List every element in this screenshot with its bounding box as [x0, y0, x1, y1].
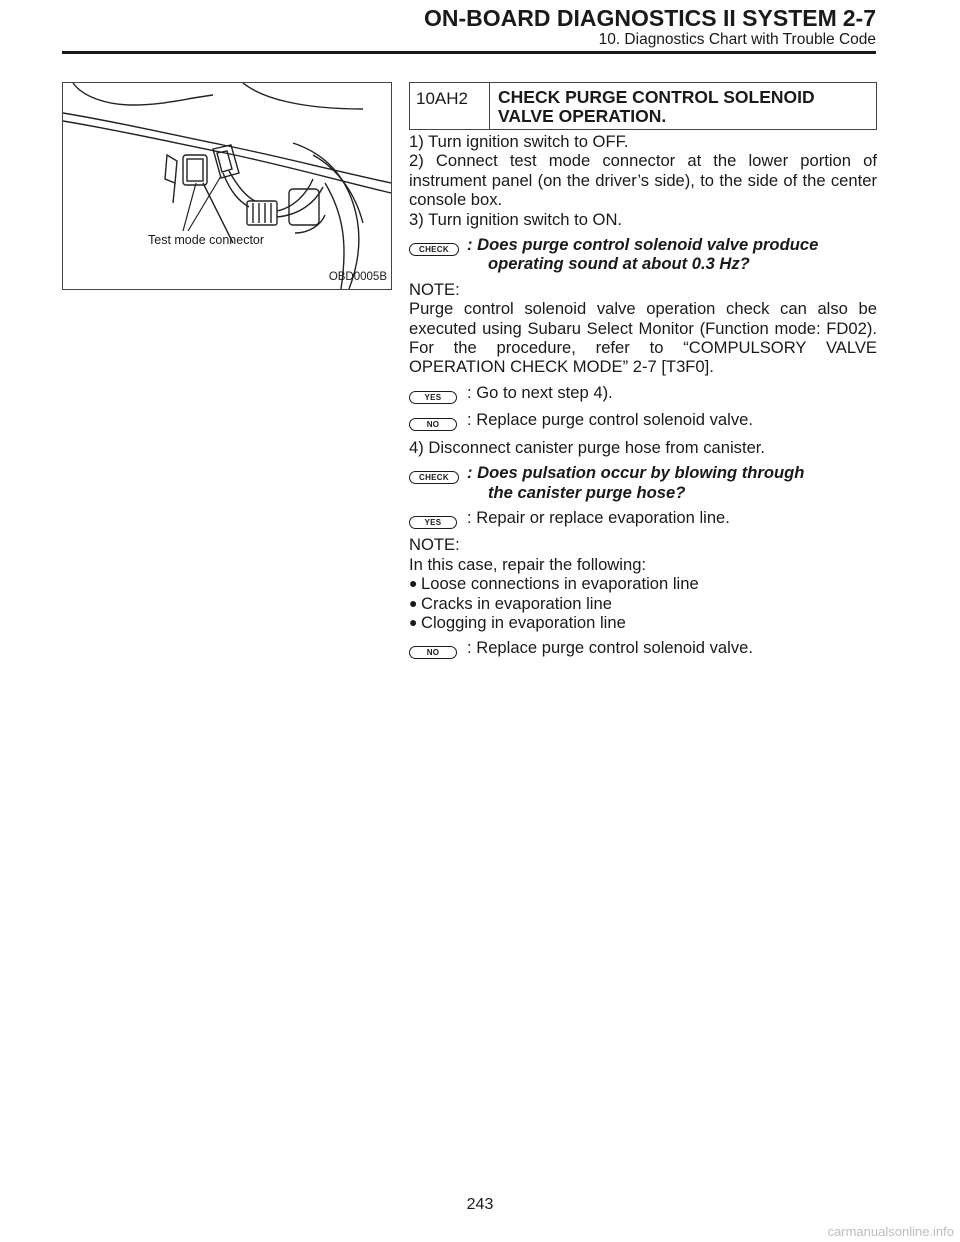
yes-answer-1: [409, 383, 877, 404]
step-code: 10AH2: [410, 83, 490, 129]
check-2-line1: : Does pulsation occur by blowing through: [467, 463, 805, 483]
connector-illustration: [63, 83, 391, 289]
figure-id: OBD0005B: [328, 271, 387, 283]
header-rule: [62, 51, 876, 54]
step-title: [490, 83, 876, 129]
bullet-icon: ●: [409, 613, 418, 630]
note-2-item: ● Loose connections in evaporation line: [409, 574, 699, 594]
instruction-step-4: 4) Disconnect canister purge hose from canister.: [409, 437, 766, 457]
yes-icon: YES: [409, 391, 457, 404]
yes-2-text: : Repair or replace evaporation line.: [467, 507, 730, 527]
check-1-line2: operating sound at about 0.3 Hz?: [488, 254, 750, 274]
bullet-icon: ●: [409, 575, 418, 592]
chapter-number: 2-7: [842, 5, 876, 31]
connector-figure: [62, 82, 392, 290]
watermark: carmanualsonline.info: [827, 1224, 954, 1239]
note-2-intro: In this case, repair the following:: [409, 554, 647, 574]
figure-caption: Test mode connector: [148, 233, 265, 247]
note-2-item: ● Clogging in evaporation line: [409, 612, 626, 632]
check-icon: CHECK: [409, 471, 459, 484]
note-2-item: ● Cracks in evaporation line: [409, 593, 612, 613]
step-header-box: [409, 82, 877, 130]
note-2: [409, 535, 877, 632]
check-question-1: [409, 235, 877, 274]
no-icon: NO: [409, 646, 457, 659]
page-header: [424, 6, 876, 50]
page-number: 243: [466, 1196, 494, 1213]
check-2-line2: the canister purge hose?: [488, 482, 686, 502]
instruction-step-2: 2) Connect test mode connector at the lower portion of instrument panel (on the driver’s side), to the side of the center console box.: [409, 151, 877, 210]
no-2-text: : Replace purge control solenoid valve.: [467, 638, 753, 658]
bullet-icon: ●: [409, 594, 418, 611]
header-subtitle: 10. Diagnostics Chart with Trouble Code: [598, 31, 876, 48]
no-icon: NO: [409, 418, 457, 431]
note-1: [409, 280, 877, 377]
yes-answer-2: [409, 508, 877, 529]
note-2-label: NOTE:: [409, 535, 460, 555]
step-title-line1: CHECK PURGE CONTROL SOLENOID: [498, 87, 815, 107]
check-1-line1: : Does purge control solenoid valve produce: [467, 235, 819, 255]
instruction-step-1: 1) Turn ignition switch to OFF.: [409, 132, 629, 151]
header-title: [424, 6, 876, 30]
note-1-text: Purge control solenoid valve operation check can also be executed using Subaru Select Monitor (Function mode: FD02). For the procedure, refer to “COMPULSORY VALVE OPERATION CHECK MODE” 2-7 [T3F0].: [409, 299, 877, 377]
check-question-2: [409, 463, 877, 502]
yes-1-text: : Go to next step 4).: [467, 382, 613, 402]
yes-icon: YES: [409, 516, 457, 529]
step-title-line2: VALVE OPERATION.: [498, 106, 667, 126]
note-1-label: NOTE:: [409, 279, 460, 299]
procedure-content: [409, 82, 877, 660]
check-icon: CHECK: [409, 243, 459, 256]
instruction-step-3: 3) Turn ignition switch to ON.: [409, 209, 623, 229]
no-answer-1: [409, 410, 877, 431]
section-title: ON-BOARD DIAGNOSTICS II SYSTEM: [424, 5, 837, 31]
no-1-text: : Replace purge control solenoid valve.: [467, 410, 753, 430]
no-answer-2: [409, 638, 877, 659]
